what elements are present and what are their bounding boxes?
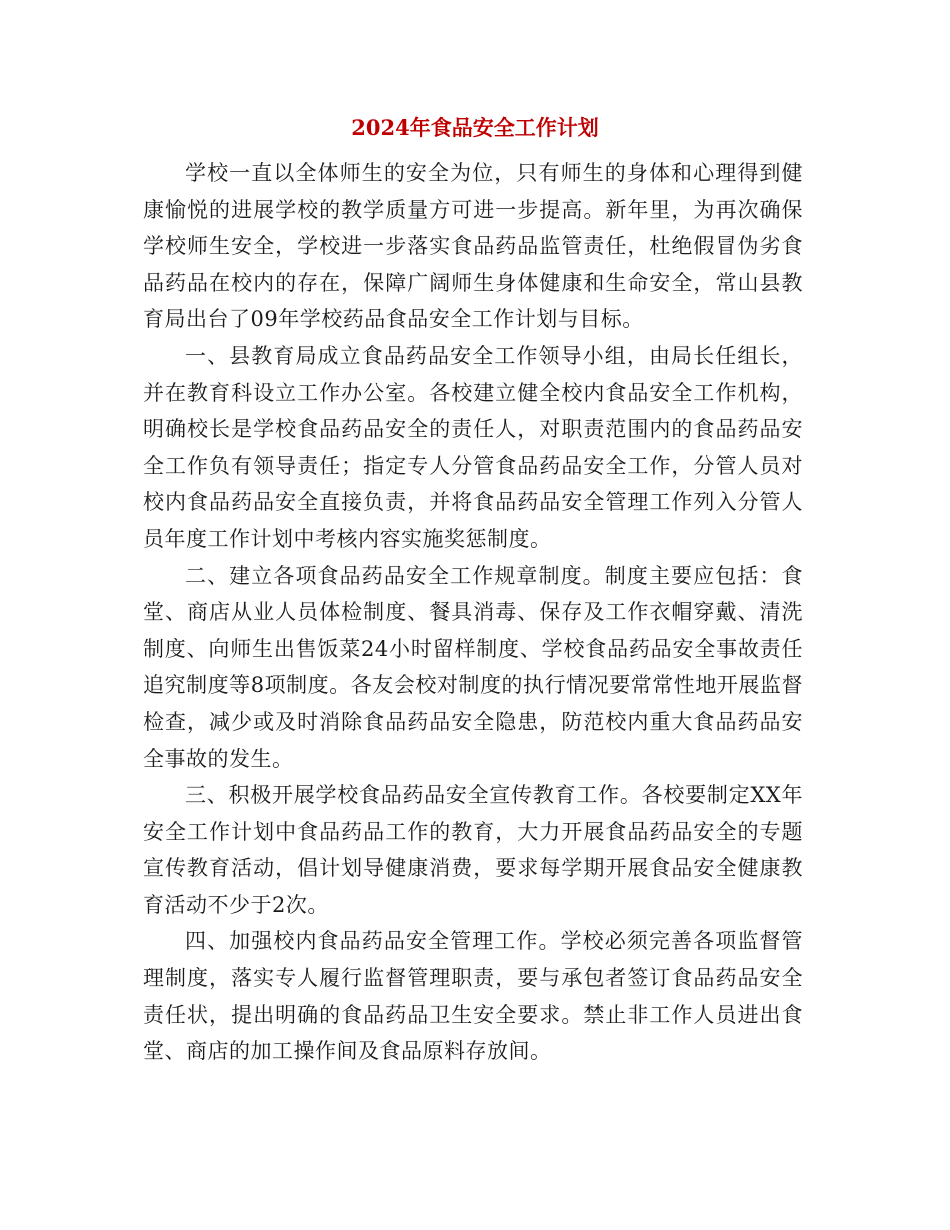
paragraph-section-4: 四、加强校内食品药品安全管理工作。学校必须完善各项监督管理制度，落实专人履行监督管理职责，要与承包者签订食品药品安全责任状，提出明确的食品药品卫生安全要求。禁止非工作人员进出食堂、商店的加工操作间及食品原料存放间。 [143, 929, 803, 1064]
paragraph-section-2: 二、建立各项食品药品安全工作规章制度。制度主要应包括：食堂、商店从业人员体检制度、餐具消毒、保存及工作衣帽穿戴、清洗制度、向师生出售饭菜24小时留样制度、学校食品药品安全事故责任追究制度等8项制度。各友会校对制度的执行情况要常常性地开展监督检查，减少或及时消除食品药品安全隐患，防范校内重大食品药品安全事故的发生。 [143, 563, 803, 771]
document-body [143, 155, 803, 1070]
paragraph-section-1: 一、县教育局成立食品药品安全工作领导小组，由局长任组长，并在教育科设立工作办公室。各校建立健全校内食品安全工作机构，明确校长是学校食品药品安全的责任人，对职责范围内的食品药品安全工作负有领导责任；指定专人分管食品药品安全工作，分管人员对校内食品药品安全直接负责，并将食品药品安全管理工作列入分管人员年度工作计划中考核内容实施奖惩制度。 [143, 343, 803, 551]
paragraph-section-3: 三、积极开展学校食品药品安全宣传教育工作。各校要制定XX年安全工作计划中食品药品工作的教育，大力开展食品药品安全的专题宣传教育活动，倡计划导健康消费，要求每学期开展食品安全健康教育活动不少于2次。 [143, 783, 803, 917]
document-title: 2024年食品安全工作计划 [351, 115, 599, 140]
paragraph-intro: 学校一直以全体师生的安全为位，只有师生的身体和心理得到健康愉悦的进展学校的教学质量方可进一步提高。新年里，为再次确保学校师生安全，学校进一步落实食品药品监管责任，杜绝假冒伪劣食品药品在校内的存在，保障广阔师生身体健康和生命安全，常山县教育局出台了09年学校药品食品安全工作计划与目标。 [143, 161, 803, 332]
